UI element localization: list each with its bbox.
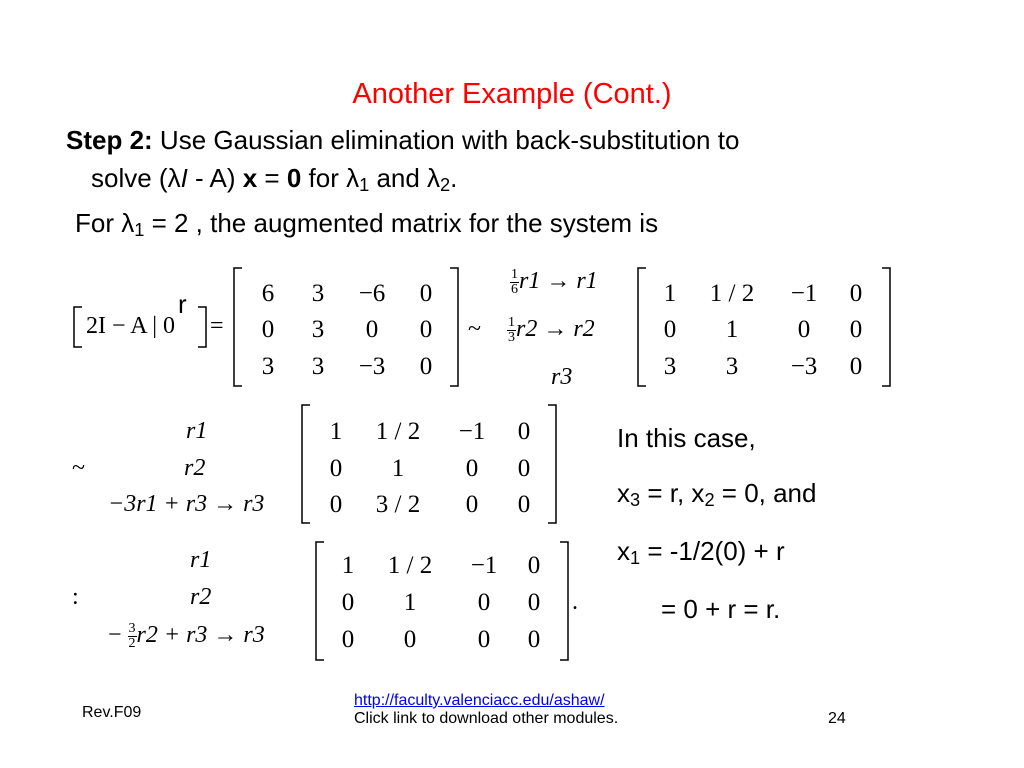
matrix1-cell: −3	[358, 353, 386, 380]
subscript-3: 3	[630, 490, 641, 510]
fraction-one-sixth	[510, 268, 519, 297]
explanation-line-3	[617, 536, 785, 566]
fraction-numerator: 1	[508, 315, 515, 330]
step-text-minus-a: - A)	[187, 163, 243, 193]
matrix4-cell: 0	[341, 626, 355, 653]
explanation-x1-value: = -1/2(0) + r	[640, 536, 785, 566]
step-text-for: for λ	[301, 163, 360, 193]
step-line-2	[91, 163, 457, 193]
identity-symbol: I	[180, 163, 188, 193]
matrix3-cell: 1	[329, 418, 343, 445]
matrix2-cell: 1	[725, 316, 739, 343]
matrix3-cell: 0	[329, 455, 343, 482]
op3-r3-text: r2 + r3 → r3	[136, 622, 265, 649]
op3-r2-text: r2	[190, 584, 212, 610]
matrix2-cell: 0	[849, 280, 863, 307]
matrix1-cell: 3	[311, 316, 325, 343]
zero-vector: 0	[286, 163, 302, 193]
explanation-line-1: In this case,	[617, 423, 756, 453]
explanation-mid: = r, x	[640, 478, 705, 508]
fraction-numerator: 1	[511, 267, 518, 282]
matrix4-cell: 0	[403, 626, 417, 653]
row-equivalent-tilde-2: ~	[72, 455, 85, 481]
matrix3-cell: 0	[465, 455, 479, 482]
subscript-2: 2	[440, 175, 451, 195]
op1-text: r1 → r1	[519, 268, 598, 295]
fraction-three-halves	[128, 622, 137, 651]
op3-r1-text: r1	[190, 547, 212, 573]
matrix4-cell: 0	[527, 626, 541, 653]
matrix4-cell: 0	[527, 552, 541, 579]
matrix2-cell: 0	[797, 316, 811, 343]
fraction-denominator: 3	[508, 330, 515, 345]
subscript-1b: 1	[630, 548, 641, 568]
matrix3-cell: 0	[329, 491, 343, 518]
matrix4-cell: 1 / 2	[387, 552, 433, 579]
op2-r2	[184, 455, 205, 482]
explanation-line-4: = 0 + r = r.	[661, 594, 781, 624]
stray-r: r	[178, 289, 187, 319]
matrix3-cell: 0	[517, 418, 531, 445]
for-lambda-line	[75, 208, 658, 238]
matrix4-cell: 0	[527, 589, 541, 616]
equals-sign: =	[257, 163, 287, 193]
matrix2-cell: 0	[849, 316, 863, 343]
augment-bar: |	[152, 313, 158, 339]
explanation-line-2	[617, 478, 816, 508]
x1-var: x	[617, 536, 630, 566]
matrix1-cell: 0	[365, 316, 379, 343]
fraction-one-third	[507, 316, 516, 345]
matrix2-cell: −1	[790, 280, 818, 307]
matrix3-cell: −1	[458, 418, 486, 445]
matrix2-cell: −3	[790, 353, 818, 380]
op2-r1	[186, 418, 207, 445]
op3-minus: −	[108, 622, 122, 649]
slide-title: Another Example (Cont.)	[352, 78, 672, 110]
op2-r1-text: r1	[186, 418, 208, 444]
explanation-end: = 0, and	[714, 478, 817, 508]
fraction-denominator: 6	[511, 282, 518, 297]
for-lambda-text: For λ	[75, 208, 135, 238]
matrix4-cell: 1	[341, 552, 355, 579]
lambda-subscript: 1	[134, 220, 145, 240]
row-equivalent-tilde: ~	[468, 316, 481, 342]
faculty-link[interactable]: http://faculty.valenciacc.edu/ashaw/	[354, 692, 605, 709]
matrix3-cell: 0	[517, 455, 531, 482]
revision-label: Rev.F09	[82, 704, 142, 721]
period: .	[450, 163, 458, 193]
step-text-and: and λ	[369, 163, 441, 193]
op2-r2-text: r2	[184, 455, 206, 481]
matrix2-cell: 1 / 2	[709, 280, 755, 307]
op3-r2	[190, 584, 211, 611]
matrix1-cell: 3	[311, 280, 325, 307]
matrix2-cell: 3	[663, 353, 677, 380]
op2-r3	[108, 491, 264, 518]
op3-r3	[108, 622, 265, 651]
download-note: Click link to download other modules.	[354, 710, 619, 727]
matrix1-cell: −6	[358, 280, 386, 307]
matrix4-cell: 0	[477, 589, 491, 616]
matrix3-cell: 1	[391, 455, 405, 482]
lhs-equals: =	[210, 313, 224, 339]
matrix4-cell: 0	[477, 626, 491, 653]
step-text-solve: solve (λ	[91, 163, 181, 193]
subscript-2b: 2	[704, 490, 715, 510]
matrix2-cell: 3	[725, 353, 739, 380]
subscript-1: 1	[359, 175, 370, 195]
matrix1-cell: 0	[419, 280, 433, 307]
op-scale-r1	[510, 268, 598, 297]
matrix4-period: .	[572, 589, 578, 615]
op-r3	[551, 364, 572, 391]
lhs-right-bracket	[196, 307, 208, 347]
matrix4-cell: 1	[403, 589, 417, 616]
step-text-a: Use Gaussian elimination with back-substitution to	[159, 125, 740, 155]
op3-text: r3	[551, 364, 573, 390]
lhs-2i-minus-a: 2I − A	[86, 313, 147, 339]
matrix1-cell: 3	[311, 353, 325, 380]
matrix2-cell: 0	[849, 353, 863, 380]
matrix3-cell: 3 / 2	[375, 491, 421, 518]
lhs-zero: 0	[163, 313, 176, 339]
x3-var: x	[617, 478, 630, 508]
op2-r3-text: −3r1 + r3 → r3	[108, 491, 265, 517]
page-number: 24	[828, 710, 846, 727]
augmented-matrix-text: = 2 , the augmented matrix for the system is	[144, 208, 659, 238]
lhs-left-bracket	[72, 307, 84, 347]
op-scale-r2	[507, 316, 595, 345]
lhs-expression	[86, 313, 175, 340]
matrix1-cell: 0	[419, 353, 433, 380]
matrix1-cell: 0	[261, 316, 275, 343]
matrix3-cell: 0	[465, 491, 479, 518]
matrix1-cell: 0	[419, 316, 433, 343]
matrix4-cell: 0	[341, 589, 355, 616]
fraction-denominator: 2	[128, 636, 136, 651]
matrix1-cell: 3	[261, 353, 275, 380]
matrix2-cell: 0	[663, 316, 677, 343]
footer-center	[354, 692, 618, 728]
matrix1-cell: 6	[261, 280, 275, 307]
matrix2-cell: 1	[663, 280, 677, 307]
colon-symbol: :	[72, 584, 79, 610]
step-line-1	[66, 125, 739, 155]
vector-x: x	[242, 163, 258, 193]
op2-text: r2 → r2	[516, 316, 595, 343]
matrix4-cell: −1	[470, 552, 498, 579]
step-label: Step 2:	[66, 125, 153, 155]
matrix3-cell: 1 / 2	[375, 418, 421, 445]
matrix3-cell: 0	[517, 491, 531, 518]
fraction-numerator: 3	[128, 621, 136, 636]
op3-r1	[190, 547, 211, 574]
